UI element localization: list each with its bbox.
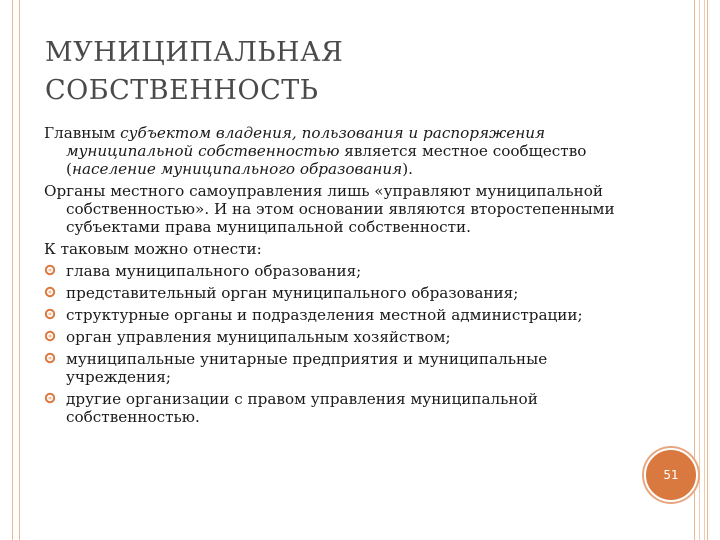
list-item-text: другие организации с правом управления муниципальной собственностью. — [66, 390, 538, 426]
list-item — [44, 284, 619, 302]
slide-title-line-2: СОБСТВЕННОСТЬ — [45, 75, 319, 106]
list-item — [44, 306, 619, 324]
slide-title-line-1: МУНИЦИПАЛЬНАЯ — [45, 37, 344, 68]
bullet-icon — [44, 392, 56, 404]
para1-text-c: ). — [402, 160, 414, 178]
page-number-badge: 51 — [644, 448, 698, 502]
slide-title — [45, 34, 645, 110]
bullet-icon — [44, 308, 56, 320]
para1-emphasis-population: население муниципального образования — [71, 160, 403, 178]
list-item-text: структурные органы и подразделения местной администрации; — [66, 306, 583, 324]
paragraph-local-government: Органы местного самоуправления лишь «управляют муниципальной собственностью». И на этом основании являются второстепенными субъектами права муниципальной собственности. — [44, 182, 615, 236]
right-decorative-border — [694, 0, 708, 540]
bullet-icon — [44, 330, 56, 342]
bullet-list — [44, 262, 619, 426]
list-item-text: орган управления муниципальным хозяйством; — [66, 328, 451, 346]
list-item — [44, 262, 619, 280]
list-item-text: глава муниципального образования; — [66, 262, 362, 280]
list-item — [44, 350, 619, 386]
list-item — [44, 390, 619, 426]
para1-emphasis-subject: субъектом владения, пользования и распоряжения муниципальной собственностью — [66, 124, 546, 160]
para1-text-a: Главным — [44, 124, 121, 142]
slide-body — [44, 124, 619, 430]
paragraph-list-intro: К таковым можно отнести: — [44, 240, 262, 258]
paragraph-main-subject — [44, 124, 619, 178]
bullet-icon — [44, 264, 56, 276]
list-item-text: представительный орган муниципального образования; — [66, 284, 519, 302]
bullet-icon — [44, 352, 56, 364]
list-item — [44, 328, 619, 346]
para1-text-b: является местное сообщество ( — [66, 142, 587, 178]
left-decorative-border — [12, 0, 20, 540]
bullet-icon — [44, 286, 56, 298]
list-item-text: муниципальные унитарные предприятия и муниципальные учреждения; — [66, 350, 548, 386]
